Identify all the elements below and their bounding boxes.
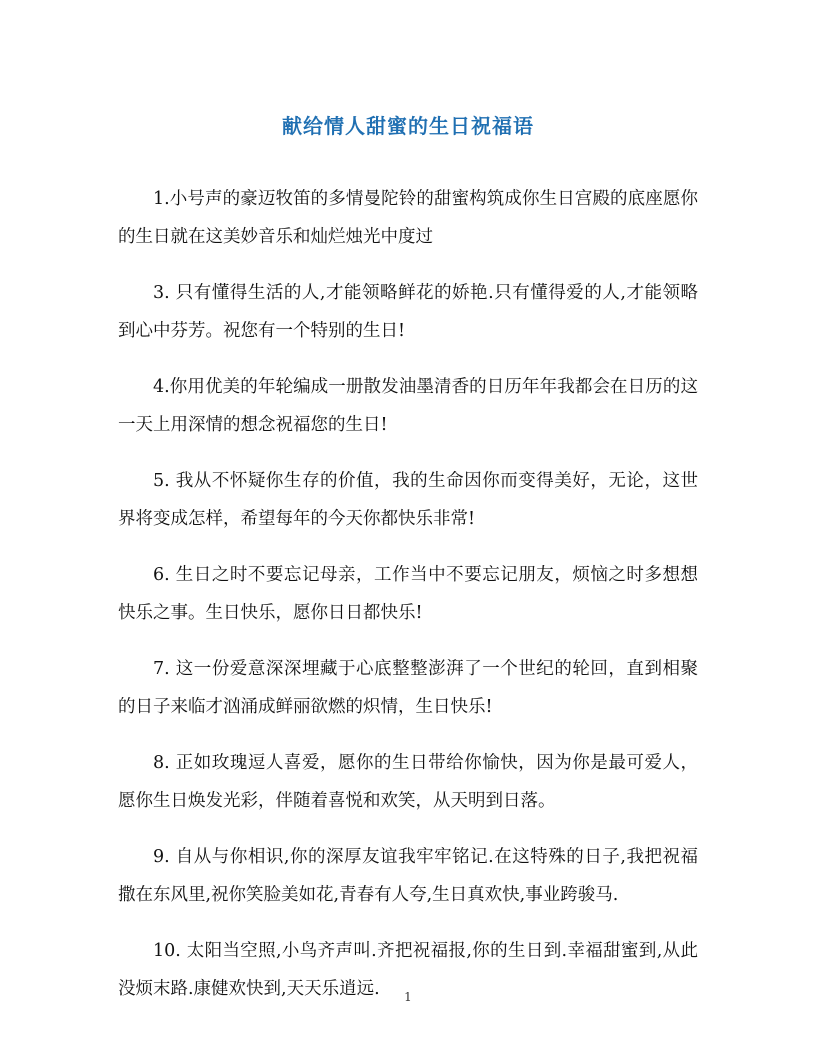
paragraph-7: 7. 这一份爱意深深埋藏于心底整整澎湃了一个世纪的轮回，直到相聚的日子来临才汹涌成鲜丽欲燃的炽情，生日快乐! — [118, 659, 698, 717]
paragraph-1: 1.小号声的豪迈牧笛的多情曼陀铃的甜蜜构筑成你生日宫殿的底座愿你的生日就在这美妙音乐和灿烂烛光中度过 — [118, 189, 698, 247]
paragraph-6: 6. 生日之时不要忘记母亲，工作当中不要忘记朋友，烦恼之时多想想快乐之事。生日快乐，愿你日日都快乐! — [118, 565, 698, 623]
paragraph-9: 9. 自从与你相识,你的深厚友谊我牢牢铭记.在这特殊的日子,我把祝福撒在东风里,祝你笑脸美如花,青春有人夸,生日真欢快,事业跨骏马. — [118, 847, 698, 905]
paragraph-5: 5. 我从不怀疑你生存的价值，我的生命因你而变得美好，无论，这世界将变成怎样，希望每年的今天你都快乐非常! — [118, 471, 698, 529]
document-title: 献给情人甜蜜的生日祝福语 — [282, 114, 534, 138]
paragraph-8: 8. 正如玫瑰逗人喜爱，愿你的生日带给你愉快，因为你是最可爱人，愿你生日焕发光彩，伴随着喜悦和欢笑，从天明到日落。 — [118, 753, 698, 811]
document-body — [118, 180, 698, 1026]
paragraph-4: 4.你用优美的年轮编成一册散发油墨清香的日历年年我都会在日历的这一天上用深情的想念祝福您的生日! — [118, 377, 698, 435]
page-number: 1 — [404, 990, 412, 1004]
paragraph-3: 3. 只有懂得生活的人,才能领略鲜花的娇艳.只有懂得爱的人,才能领略到心中芬芳。祝您有一个特别的生日! — [118, 283, 698, 341]
paragraph-10: 10. 太阳当空照,小鸟齐声叫.齐把祝福报,你的生日到.幸福甜蜜到,从此没烦末路.康健欢快到,天天乐逍远. — [118, 941, 698, 999]
